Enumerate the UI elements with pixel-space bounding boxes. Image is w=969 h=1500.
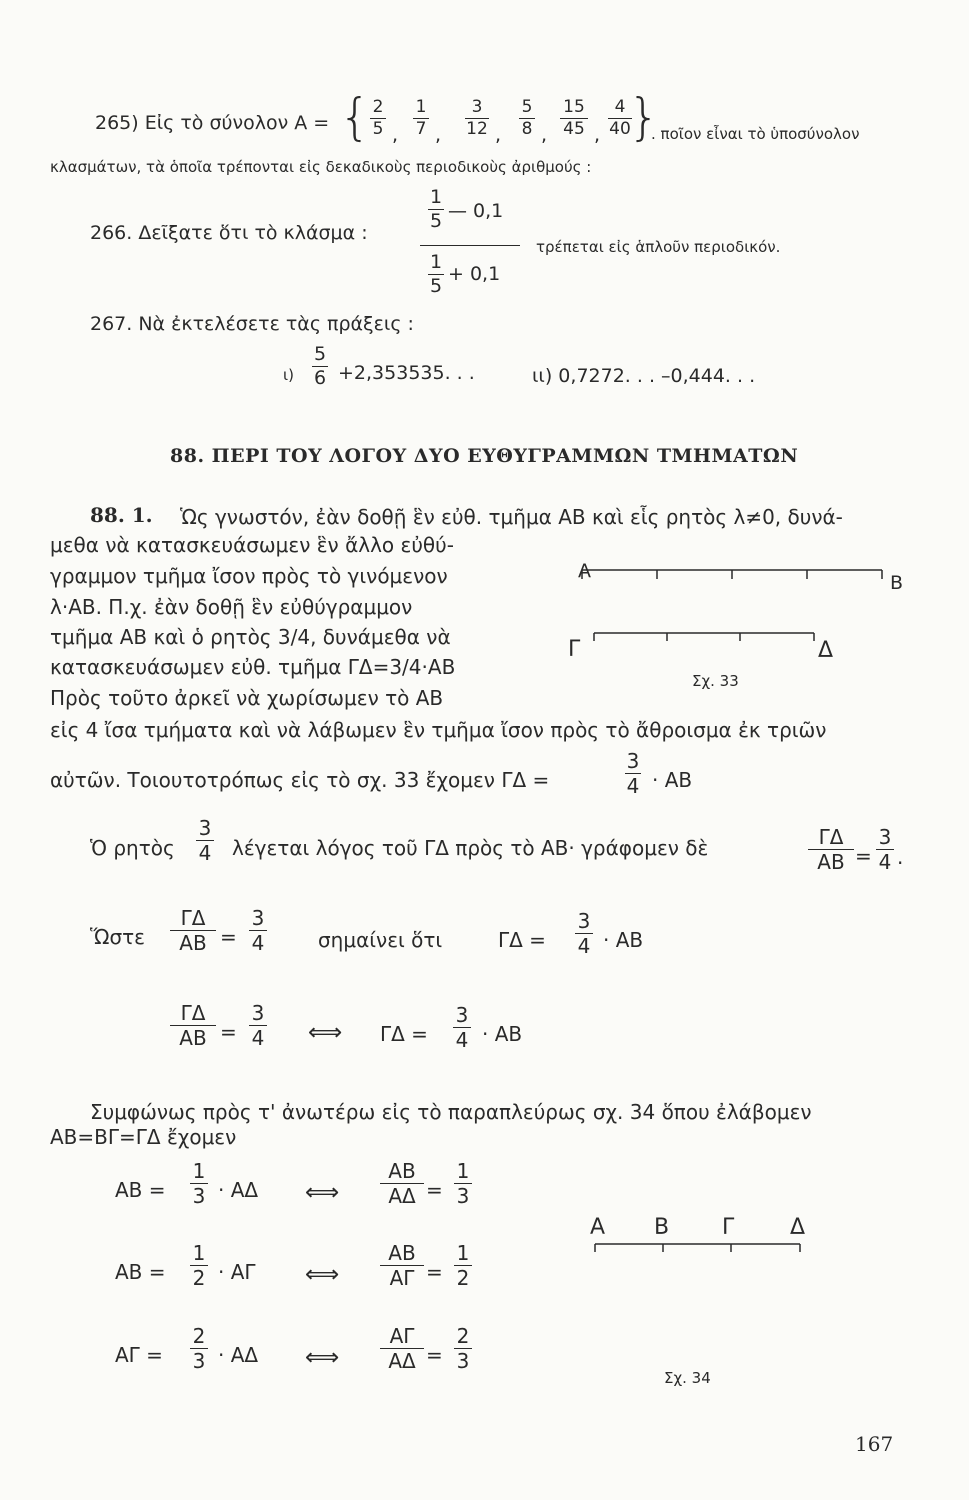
- fig33-label-a: Α: [578, 560, 591, 582]
- set-comma: ,: [541, 124, 548, 146]
- para3-ratio: ΓΔ ΑΒ: [170, 907, 216, 954]
- para2-dot: .: [897, 845, 904, 869]
- fig34-label-a: Α: [590, 1215, 606, 1240]
- para4-ratio: ΓΔ ΑΒ: [170, 1002, 216, 1049]
- set-fraction: 15 45: [560, 98, 588, 138]
- equation-rfraction: 1 3: [454, 1160, 472, 1207]
- equation-lhs: ΑΒ =: [115, 1178, 166, 1202]
- para3-lead: Ὥστε: [90, 925, 145, 949]
- set-comma: ,: [392, 124, 399, 146]
- double-arrow-icon: ⟺: [305, 1343, 340, 1371]
- para5-line2: ΑΒ=ΒΓ=ΓΔ ἔχομεν: [50, 1125, 237, 1149]
- fig34-label-b: Β: [654, 1215, 670, 1240]
- ex267-ii: ιι) 0,7272. . . –0,444. . .: [532, 365, 756, 387]
- ex266-den-rest: + 0,1: [448, 263, 501, 285]
- para1-line5: τμῆμα ΑΒ καὶ ὁ ρητὸς 3/4, δυνάμεθα νὰ: [50, 625, 451, 649]
- ex267-i-label: ι): [283, 366, 294, 384]
- para3-rhs: ΓΔ =: [498, 928, 546, 952]
- page-number: 167: [855, 1432, 894, 1456]
- equation-segment: · ΑΓ: [218, 1260, 256, 1284]
- para2-rfraction: 3 4: [876, 826, 894, 873]
- set-comma: ,: [594, 124, 601, 146]
- section-title: 88. ΠΕΡΙ ΤΟΥ ΛΟΓΟΥ ΔΥΟ ΕΥΘΥΓΡΑΜΜΩΝ ΤΜΗΜΑΤΩΝ: [170, 445, 799, 467]
- equation-rfraction: 1 2: [454, 1242, 472, 1289]
- set-fraction: 3 12: [466, 97, 488, 139]
- fig34-label-g: Γ: [722, 1215, 735, 1240]
- set-fraction: 2 5: [370, 98, 386, 138]
- para1-line1: Ὡς γνωστόν, ἐὰν δοθῇ ἓν εὐθ. τμῆμα ΑΒ καὶ εἷς ρητὸς λ≠0, δυνά-: [180, 505, 843, 529]
- para1-line3: γραμμον τμῆμα ἴσον πρὸς τὸ γινόμενον: [50, 564, 448, 588]
- para2-mid: λέγεται λόγος τοῦ ΓΔ πρὸς τὸ ΑΒ· γράφομεν δὲ: [232, 836, 709, 860]
- fig33-caption: Σχ. 33: [692, 672, 739, 690]
- double-arrow-icon: ⟺: [305, 1260, 340, 1288]
- para2-fraction: 3 4: [196, 817, 214, 864]
- para3-rtail: · ΑΒ: [603, 928, 644, 952]
- ex265-tail: . ποῖον εἶναι τὸ ὑποσύνολον: [651, 125, 860, 143]
- figure-33: [560, 555, 920, 695]
- para3-mid: σημαίνει ὅτι: [318, 928, 443, 952]
- para1-line2: μεθα νὰ κατασκευάσωμεν ἓν ἄλλο εὐθύ-: [50, 533, 454, 557]
- para1-fraction: 3 4: [626, 749, 640, 798]
- set-fraction: 4 40: [609, 97, 631, 139]
- para2-ratio: ΓΔ ΑΒ: [808, 826, 854, 873]
- para1-line9-tail: · ΑΒ: [652, 768, 693, 792]
- fig33-label-g: Γ: [568, 637, 581, 662]
- para4-fraction: 3 4: [249, 1002, 267, 1049]
- para1-line7: Πρὸς τοῦτο ἀρκεῖ νὰ χωρίσωμεν τὸ ΑΒ: [50, 686, 444, 710]
- ex265-lead: 265) Εἰς τὸ σύνολον Α =: [95, 112, 330, 134]
- para3-fraction: 3 4: [249, 907, 267, 954]
- fig33-label-d: Δ: [818, 638, 834, 663]
- ex266-main-bar: [420, 245, 520, 246]
- para4-rfraction: 3 4: [453, 1004, 471, 1051]
- equation-rfraction: 2 3: [454, 1325, 472, 1372]
- fig33-label-b: Β: [890, 572, 904, 594]
- equation-lhs: ΑΒ =: [115, 1260, 166, 1284]
- set-comma: ,: [435, 124, 442, 146]
- figure-34: [585, 1230, 825, 1270]
- set-fraction: 1 7: [413, 98, 429, 138]
- para1-line8: εἰς 4 ἴσα τμήματα καὶ νὰ λάβωμεν ἓν τμῆμα ἴσον πρὸς τὸ ἄθροισμα ἐκ τριῶν: [50, 718, 827, 742]
- equation-fraction: 1 2: [190, 1242, 208, 1289]
- para2-eq: =: [855, 844, 872, 868]
- equation-ratio: ΑΓ ΑΔ: [380, 1325, 424, 1372]
- para3-eq: =: [220, 925, 237, 949]
- double-arrow-icon: ⟺: [308, 1018, 343, 1046]
- ex267-i-rest: +2,353535. . .: [338, 362, 475, 384]
- ex266-lead: 266. Δεῖξατε ὅτι τὸ κλάσμα :: [90, 222, 368, 244]
- para5-line1: Συμφώνως πρὸς τ' ἀνωτέρω εἰς τὸ παραπλεύρως σχ. 34 ὅπου ἐλάβομεν: [90, 1100, 812, 1124]
- ex266-den-fraction: 1 5: [429, 251, 443, 297]
- para1-line9: αὐτῶν. Τοιουτοτρόπως εἰς τὸ σχ. 33 ἔχομεν ΓΔ =: [50, 768, 550, 792]
- set-fraction: 5 8: [519, 98, 535, 138]
- ex266-tail: τρέπεται εἰς ἁπλοῦν περιοδικόν.: [536, 238, 781, 256]
- para4-eq: =: [220, 1020, 237, 1044]
- equation-ratio: ΑΒ ΑΓ: [380, 1242, 424, 1289]
- ex267-lead: 267. Νὰ ἐκτελέσετε τὰς πράξεις :: [90, 313, 414, 335]
- para4-rhs: ΓΔ =: [380, 1022, 428, 1046]
- ex267-i-fraction: 5 6: [313, 343, 327, 389]
- equation-fraction: 2 3: [190, 1325, 208, 1372]
- equation-eq: =: [426, 1343, 443, 1367]
- equation-eq: =: [426, 1178, 443, 1202]
- close-brace: }: [628, 88, 660, 146]
- fig34-label-d: Δ: [790, 1215, 806, 1240]
- equation-fraction: 1 3: [190, 1160, 208, 1207]
- equation-segment: · ΑΔ: [218, 1343, 259, 1367]
- double-arrow-icon: ⟺: [305, 1178, 340, 1206]
- ex265-line2: κλασμάτων, τὰ ὁποῖα τρέπονται εἰς δεκαδικοὺς περιοδικοὺς ἀριθμούς :: [50, 158, 592, 176]
- equation-segment: · ΑΔ: [218, 1178, 259, 1202]
- equation-eq: =: [426, 1260, 443, 1284]
- para1-number: 88. 1.: [90, 503, 153, 527]
- ex266-num-rest: — 0,1: [448, 200, 504, 222]
- set-comma: ,: [495, 124, 502, 146]
- ex266-num-fraction: 1 5: [429, 186, 443, 232]
- equation-lhs: ΑΓ =: [115, 1343, 163, 1367]
- open-brace: {: [339, 88, 371, 146]
- equation-ratio: ΑΒ ΑΔ: [380, 1160, 424, 1207]
- para2-lead: Ὁ ρητὸς: [90, 836, 175, 860]
- para3-rfraction: 3 4: [575, 910, 593, 957]
- para4-rtail: · ΑΒ: [482, 1022, 523, 1046]
- para1-line4: λ·ΑΒ. Π.χ. ἐὰν δοθῇ ἓν εὐθύγραμμον: [50, 595, 413, 619]
- fig34-caption: Σχ. 34: [664, 1369, 711, 1387]
- para1-line6: κατασκευάσωμεν εὐθ. τμῆμα ΓΔ=3/4·ΑΒ: [50, 655, 456, 679]
